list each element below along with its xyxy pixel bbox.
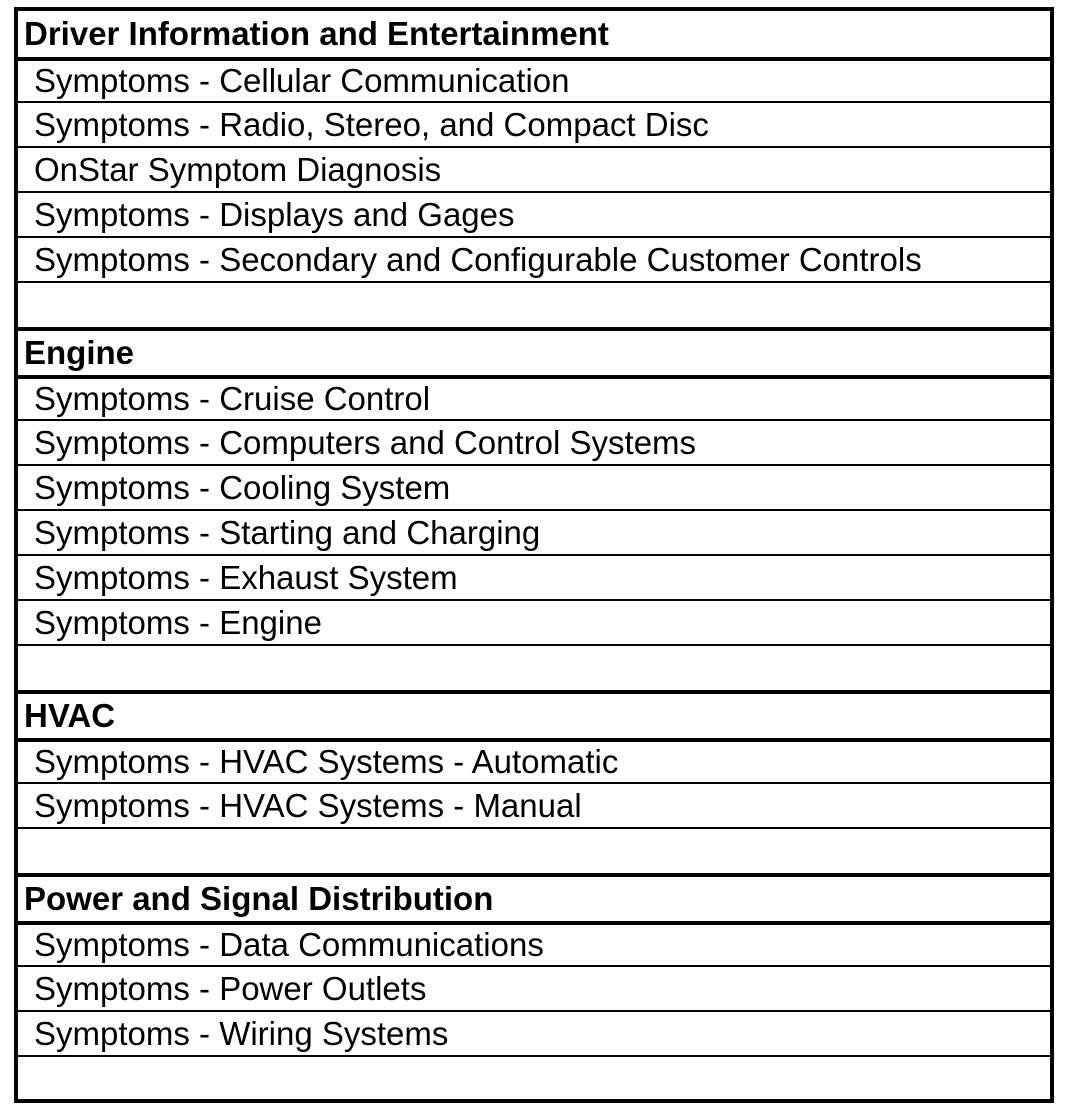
symptom-link[interactable]: Symptoms - Cellular Communication [18,57,1050,101]
empty-row [18,281,1050,327]
section-heading: Driver Information and Entertainment [24,15,609,52]
empty-row [18,644,1050,690]
symptom-link[interactable]: Symptoms - Secondary and Configurable Customer Controls [18,236,1050,281]
section-heading: HVAC [18,690,1050,738]
symptom-link[interactable]: Symptoms - Wiring Systems [18,1010,1050,1055]
symptom-link[interactable]: Symptoms - HVAC Systems - Automatic [18,738,1050,782]
symptom-link[interactable]: Symptoms - HVAC Systems - Manual [18,782,1050,827]
symptom-index-table [14,7,1054,1103]
symptom-link[interactable]: Symptoms - Radio, Stereo, and Compact Disc [18,101,1050,146]
symptom-link[interactable]: OnStar Symptom Diagnosis [18,146,1050,191]
symptom-link[interactable]: Symptoms - Starting and Charging [18,509,1050,554]
symptom-link[interactable]: Symptoms - Cruise Control [18,375,1050,419]
empty-row [18,1055,1050,1099]
symptom-link[interactable]: Symptoms - Engine [18,599,1050,644]
section-heading: Power and Signal Distribution [18,873,1050,921]
section-heading: Engine [18,327,1050,375]
symptom-link[interactable]: Symptoms - Computers and Control Systems [18,419,1050,464]
symptom-link[interactable]: Symptoms - Cooling System [18,464,1050,509]
symptom-link[interactable]: Symptoms - Displays and Gages [18,191,1050,236]
symptom-link[interactable]: Symptoms - Power Outlets [18,965,1050,1010]
symptom-link[interactable]: Symptoms - Exhaust System [18,554,1050,599]
symptom-link[interactable]: Symptoms - Data Communications [18,921,1050,965]
empty-row [18,827,1050,873]
